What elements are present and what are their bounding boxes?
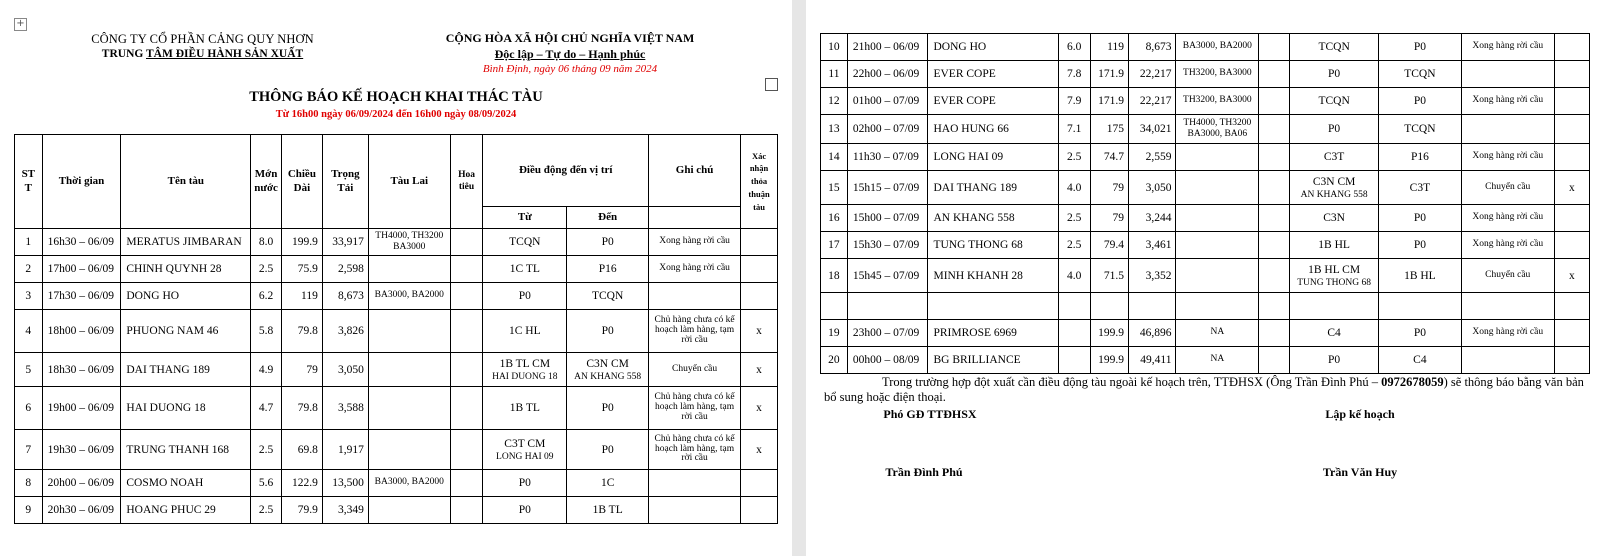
header-stt: ST T: [15, 135, 43, 229]
table-row: 12 01h00 – 07/09 EVER COPE 7.9 171.9 22,217 TH3200, BA3000 TCQN P0 Xong hàng rời cầu: [821, 88, 1590, 115]
signature-left-title: Phó GĐ TTĐHSX: [883, 407, 977, 421]
document-subtitle: Từ 16h00 ngày 06/09/2024 đến 16h00 ngày 08/09/2024: [275, 109, 517, 120]
signature-right-title: Lập kế hoạch: [1325, 407, 1395, 421]
header-note-empty: [649, 207, 741, 229]
header-draft: Mớn nước: [251, 135, 282, 229]
table-row: 15 15h15 – 07/09 DAI THANG 189 4.0 79 3,050 C3N CM AN KHANG 558 C3T Chuyển cầu x: [821, 171, 1590, 205]
signature-left-name: Trần Đình Phú: [885, 465, 963, 479]
header-note: Ghi chú: [649, 135, 741, 207]
table-row: 20 00h00 – 08/09 BG BRILLIANCE 199.9 49,411 NA P0 C4: [821, 347, 1590, 374]
table-row: 4 18h00 – 06/09 PHUONG NAM 46 5.8 79.8 3,826 1C HL P0 Chủ hàng chưa có kế hoạch làm hàng, tạm rời cầu x: [15, 310, 778, 353]
company-name: CÔNG TY CỔ PHẦN CẢNG QUY NHƠN: [91, 32, 314, 46]
table-row: 1 16h30 – 06/09 MERATUS JIMBARAN 8.0 199.9 33,917 TH4000, TH3200 BA3000 TCQN P0 Xong hàng rời cầu: [15, 229, 778, 256]
table-row: 7 19h30 – 06/09 TRUNG THANH 168 2.5 69.8 1,917 C3T CM LONG HAI 09 P0 Chủ hàng chưa có kế hoạch làm hàng, tạm rời cầu x: [15, 430, 778, 470]
table-row: 16 15h00 – 07/09 AN KHANG 558 2.5 79 3,244 C3N P0 Xong hàng rời cầu: [821, 205, 1590, 232]
table-row: 9 20h30 – 06/09 HOANG PHUC 29 2.5 79.9 3,349 P0 1B TL: [15, 497, 778, 524]
signature-right-name: Trần Văn Huy: [1322, 465, 1398, 479]
header-ship-name: Tên tàu: [121, 135, 251, 229]
header-length: Chiều Dài: [281, 135, 322, 229]
header-to: Đến: [567, 207, 649, 229]
table-row: 10 21h00 – 06/09 DONG HO 6.0 119 8,673 BA3000, BA2000 TCQN P0 Xong hàng rời cầu: [821, 34, 1590, 61]
header-tug: Tàu Lai: [368, 135, 450, 229]
national-motto: Độc lập – Tự do – Hạnh phúc: [494, 47, 646, 61]
table-row: 18 15h45 – 07/09 MINH KHANH 28 4.0 71.5 3,352 1B HL CM TUNG THONG 68 1B HL Chuyển cầu x: [821, 259, 1590, 293]
header-move: Điều động đến vị trí: [483, 135, 649, 207]
header-from: Từ: [483, 207, 567, 229]
schedule-table-page-2: [820, 33, 1590, 374]
footer-paragraph: Trong trường hợp đột xuất cần điều động tàu ngoài kế hoạch trên, TTĐHSX (Ông Trần Đình Phú – 0972678059) sẽ thông báo bằng văn bản bổ sung hoặc điện thoại.: [824, 375, 1584, 404]
table-row: 14 11h30 – 07/09 LONG HAI 09 2.5 74.7 2,559 C3T P16 Xong hàng rời cầu: [821, 144, 1590, 171]
table-row: 8 20h00 – 06/09 COSMO NOAH 5.6 122.9 13,500 BA3000, BA2000 P0 1C: [15, 470, 778, 497]
document-date: Bình Định, ngày 06 tháng 09 năm 2024: [482, 63, 658, 75]
document-page-2: [806, 0, 1600, 556]
schedule-table-page-1: [14, 134, 778, 524]
table-row: 2 17h00 – 06/09 CHINH QUYNH 28 2.5 75.9 2,598 1C TL P16 Xong hàng rời cầu: [15, 256, 778, 283]
header-time: Thời gian: [42, 135, 121, 229]
document-page-1: [0, 0, 792, 556]
table-row: 11 22h00 – 06/09 EVER COPE 7.8 171.9 22,217 TH3200, BA3000 P0 TCQN: [821, 61, 1590, 88]
header-confirm: Xác nhận thỏa thuận tàu: [741, 135, 778, 229]
table-row: 19 23h00 – 07/09 PRIMROSE 6969 199.9 46,896 NA C4 P0 Xong hàng rời cầu: [821, 320, 1590, 347]
table-row: 3 17h30 – 06/09 DONG HO 6.2 119 8,673 BA3000, BA2000 P0 TCQN: [15, 283, 778, 310]
table-row-empty: [821, 293, 1590, 320]
table-row: 17 15h30 – 07/09 TUNG THONG 68 2.5 79.4 3,461 1B HL P0 Xong hàng rời cầu: [821, 232, 1590, 259]
national-header: [420, 31, 720, 75]
table-row: 6 19h00 – 06/09 HAI DUONG 18 4.7 79.8 3,588 1B TL P0 Chủ hàng chưa có kế hoạch làm hàng, tạm rời cầu x: [15, 387, 778, 430]
header-pilot: Hoa tiêu: [450, 135, 483, 229]
company-department: TRUNG TÂM ĐIỀU HÀNH SẢN XUẤT: [101, 48, 304, 60]
document-title: THÔNG BÁO KẾ HOẠCH KHAI THÁC TÀU: [249, 89, 543, 105]
company-header: [40, 32, 365, 60]
table-move-handle-icon[interactable]: +: [14, 18, 27, 31]
table-row: 13 02h00 – 07/09 HAO HUNG 66 7.1 175 34,021 TH4000, TH3200 BA3000, BA06 P0 TCQN: [821, 115, 1590, 144]
header-tonnage: Trọng Tải: [322, 135, 368, 229]
national-title: CỘNG HÒA XÃ HỘI CHỦ NGHĨA VIỆT NAM: [445, 31, 695, 45]
table-row: 5 18h30 – 06/09 DAI THANG 189 4.9 79 3,050 1B TL CM HAI DUONG 18 C3N CM AN KHANG 558 Chuyển cầu x: [15, 353, 778, 387]
